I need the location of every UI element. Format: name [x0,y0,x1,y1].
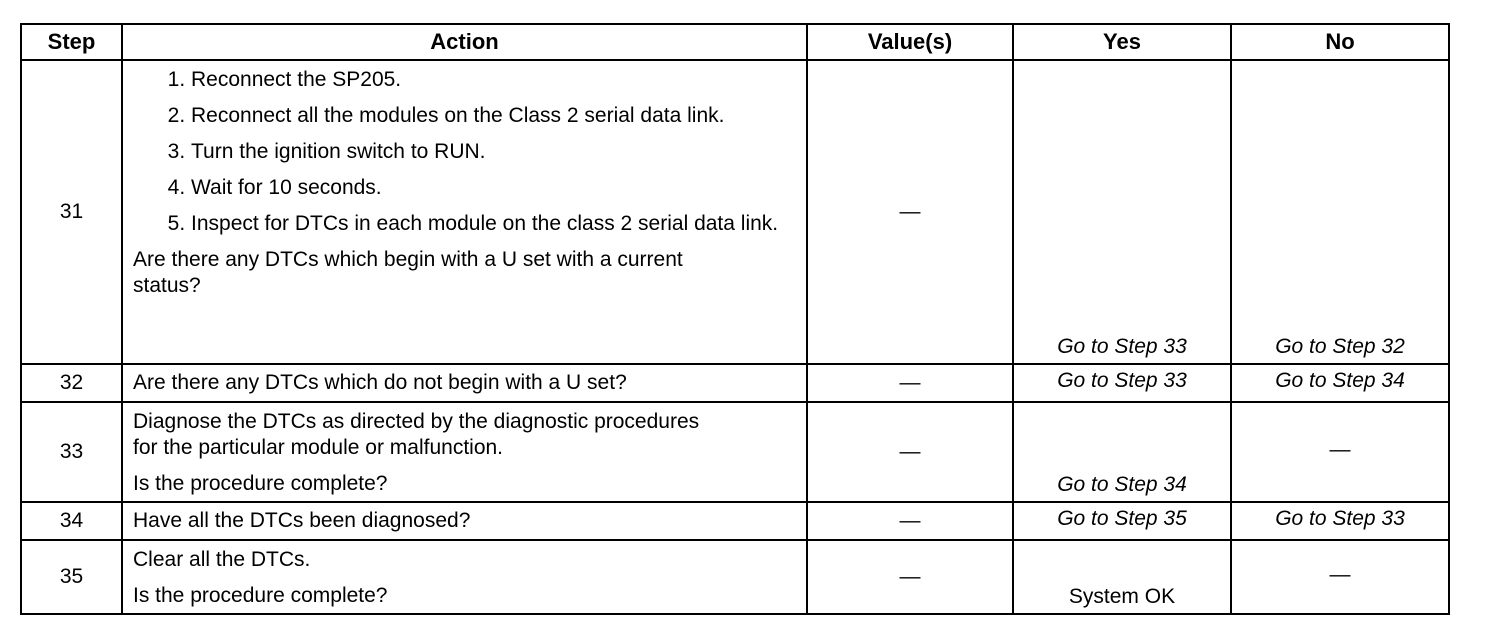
header-values: Value(s) [807,24,1013,60]
no-cell: — [1231,540,1449,614]
action-cell [122,540,807,614]
no-cell: Go to Step 32 [1231,60,1449,364]
action-cell [122,402,807,502]
list-item: 5. Inspect for DTCs in each module on the class 2 serial data link. [191,211,796,237]
no-cell: Go to Step 33 [1231,502,1449,540]
action-question: Is the procedure complete? [133,472,388,495]
list-item: 2. Reconnect all the modules on the Class 2 serial data link. [191,103,796,129]
action-cell [122,502,807,540]
value-cell: — [807,502,1013,540]
action-question: Is the procedure complete? [133,584,388,607]
action-cell [122,60,807,364]
table-row [21,540,1449,614]
action-question: Are there any DTCs which begin with a U set with a current status? [133,248,683,297]
yes-cell: Go to Step 34 [1013,402,1231,502]
action-paragraph: Clear all the DTCs. [133,548,311,571]
yes-cell: System OK [1013,540,1231,614]
action-question: Have all the DTCs been diagnosed? [133,509,471,532]
diagnostic-table [20,23,1450,615]
value-cell: — [807,402,1013,502]
header-no: No [1231,24,1449,60]
list-item: 4. Wait for 10 seconds. [191,175,796,201]
step-number: 32 [21,364,122,402]
action-cell [122,364,807,402]
value-cell: — [807,540,1013,614]
table-row [21,364,1449,402]
header-step: Step [21,24,122,60]
yes-cell: Go to Step 33 [1013,364,1231,402]
table-row [21,402,1449,502]
list-item: 3. Turn the ignition switch to RUN. [191,139,796,165]
value-cell: — [807,60,1013,364]
header-action: Action [122,24,807,60]
yes-cell: Go to Step 35 [1013,502,1231,540]
header-yes: Yes [1013,24,1231,60]
action-steps-list [133,67,796,237]
action-paragraph: Diagnose the DTCs as directed by the diagnostic procedures for the particular module or malfunction. [133,410,700,459]
yes-cell: Go to Step 33 [1013,60,1231,364]
header-row [21,24,1449,60]
table-row [21,502,1449,540]
step-number: 31 [21,60,122,364]
no-cell: Go to Step 34 [1231,364,1449,402]
table-row [21,60,1449,364]
step-number: 35 [21,540,122,614]
action-question: Are there any DTCs which do not begin with a U set? [133,371,627,394]
step-number: 33 [21,402,122,502]
no-cell: — [1231,402,1449,502]
step-number: 34 [21,502,122,540]
value-cell: — [807,364,1013,402]
list-item: 1. Reconnect the SP205. [191,67,796,93]
